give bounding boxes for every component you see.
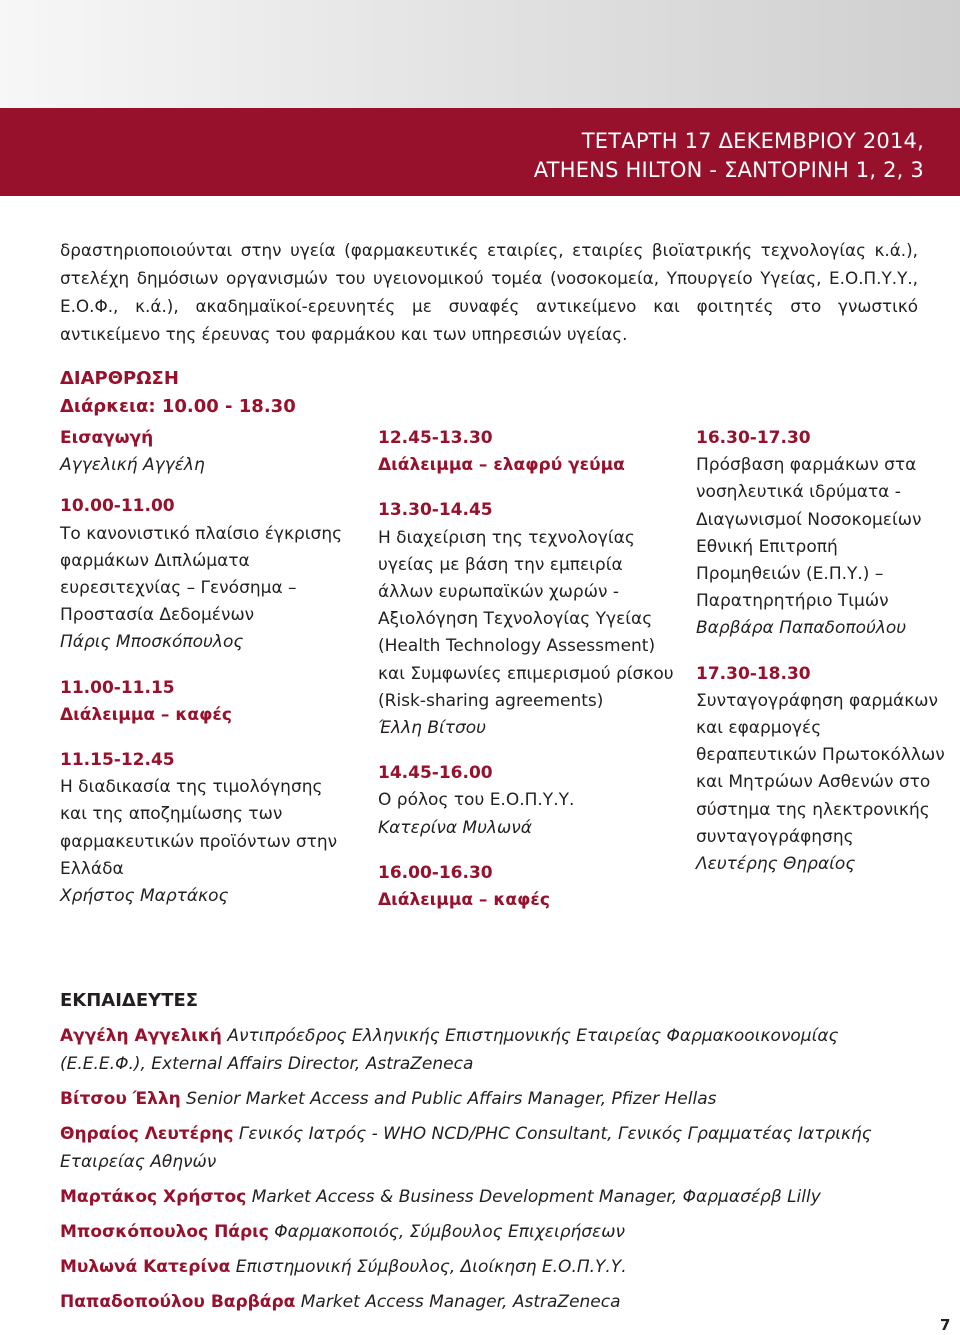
session-time: 16.00-16.30 bbox=[378, 862, 493, 883]
instructor-item bbox=[60, 1120, 920, 1176]
session-speaker: Βαρβάρα Παπαδοπούλου bbox=[696, 618, 907, 639]
session-prescription bbox=[696, 661, 946, 879]
session-intro bbox=[60, 425, 350, 479]
session-pricing bbox=[60, 747, 350, 910]
session-coffee-break-2 bbox=[378, 860, 678, 914]
session-title: Πρόσβαση φαρμάκων στα νοσηλευτικά ιδρύματα - Διαγωνισμοί Νοσοκομείων Εθνική Επιτροπή Προμηθειών (Ε.Π.Υ.) – Παρατηρητήριο Τιμών bbox=[696, 455, 922, 612]
session-regulatory bbox=[60, 493, 350, 656]
instructors-list bbox=[60, 1022, 920, 1323]
session-speaker: Χρήστος Μαρτάκος bbox=[60, 886, 229, 907]
instructor-name: Αγγέλη Αγγελική bbox=[60, 1026, 222, 1046]
instructor-item bbox=[60, 1218, 920, 1246]
session-title: Διάλειμμα – ελαφρύ γεύμα bbox=[378, 455, 625, 476]
schedule-column-2 bbox=[378, 425, 678, 932]
session-title: Διάλειμμα – καφές bbox=[60, 704, 232, 725]
instructor-item bbox=[60, 1085, 920, 1113]
session-speaker: Έλλη Βίτσου bbox=[378, 718, 486, 739]
session-eopyy bbox=[378, 760, 678, 842]
session-lunch-break bbox=[378, 425, 678, 479]
session-title: Ο ρόλος του Ε.Ο.Π.Υ.Υ. bbox=[378, 790, 575, 811]
session-coffee-break-1 bbox=[60, 675, 350, 729]
instructor-role: Αντιπρόεδρος Ελληνικής Επιστημονικής Εταιρείας Φαρμακοοικονομίας (Ε.Ε.Ε.Φ.), External Affairs Director, AstraZeneca bbox=[60, 1026, 839, 1074]
instructor-item bbox=[60, 1183, 920, 1211]
instructors-title: ΕΚΠΑΙΔΕΥΤΕΣ bbox=[60, 990, 199, 1011]
session-time: 17.30-18.30 bbox=[696, 663, 811, 684]
session-title: Η διαδικασία της τιμολόγησης και της αποζημίωσης των φαρμακευτικών προϊόντων στην Ελλάδα bbox=[60, 777, 338, 879]
instructor-role: Market Access Manager, AstraZeneca bbox=[300, 1292, 621, 1312]
session-speaker: Κατερίνα Μυλωνά bbox=[378, 817, 532, 838]
event-banner bbox=[0, 108, 960, 196]
session-time: 13.30-14.45 bbox=[378, 500, 493, 521]
instructor-name: Μαρτάκος Χρήστος bbox=[60, 1187, 247, 1207]
session-time: 11.00-11.15 bbox=[60, 677, 175, 698]
instructor-role: Market Access & Business Development Manager, Φαρμασέρβ Lilly bbox=[251, 1187, 821, 1207]
schedule-column-3 bbox=[696, 425, 946, 896]
event-date: ΤΕΤΑΡΤΗ 17 ΔΕΚΕΜΒΡΙΟΥ 2014, bbox=[581, 129, 924, 153]
instructor-item bbox=[60, 1022, 920, 1078]
session-time: 10.00-11.00 bbox=[60, 496, 175, 517]
event-venue: ATHENS HILTON - ΣΑΝΤΟΡΙΝΗ 1, 2, 3 bbox=[533, 158, 924, 182]
intro-paragraph: δραστηριοποιούνται στην υγεία (φαρμακευτικές εταιρίες, εταιρίες βιοϊατρικής τεχνολογίας κ.ά.), στελέχη δημόσιων οργανισμών του υγειονομικού τομέα (νοσοκομεία, Υπουργείο Υγείας, Ε.Ο.Π.Υ.Υ., Ε.Ο.Φ., κ.ά.), ακαδημαϊκοί-ερευνητές με συναφές αντικείμενο και φοιτητές στο γνωστικό αντικείμενο της έρευνας του φαρμάκου και των υπηρεσιών υγείας. bbox=[60, 240, 918, 344]
session-speaker: Πάρις Μποσκόπουλος bbox=[60, 632, 244, 653]
schedule-column-1 bbox=[60, 425, 350, 928]
instructor-item bbox=[60, 1288, 920, 1316]
session-hospital-access bbox=[696, 425, 946, 643]
session-time: 11.15-12.45 bbox=[60, 750, 175, 771]
session-title: Το κανονιστικό πλαίσιο έγκρισης φαρμάκων Διπλώματα ευρεσιτεχνίας – Γενόσημα – Προστασία Δεδομένων bbox=[60, 523, 343, 626]
instructor-name: Μυλωνά Κατερίνα bbox=[60, 1257, 231, 1277]
session-time: 14.45-16.00 bbox=[378, 763, 493, 784]
instructor-name: Βίτσου Έλλη bbox=[60, 1089, 181, 1109]
session-speaker: Λευτέρης Θηραίος bbox=[696, 854, 856, 875]
instructor-name: Θηραίος Λευτέρης bbox=[60, 1124, 234, 1144]
page-number: 7 bbox=[940, 1316, 951, 1334]
session-title: Η διαχείριση της τεχνολογίας υγείας με βάση την εμπειρία άλλων ευρωπαϊκών χωρών - Αξιολόγηση Τεχνολογίας Υγείας (Health Technology Assessment) και Συμφωνίες επιμερισμού ρίσκου (Risk-sharing agreements) bbox=[378, 527, 674, 711]
instructor-role: Φαρμακοποιός, Σύμβουλος Επιχειρήσεων bbox=[274, 1222, 625, 1242]
structure-duration: Διάρκεια: 10.00 - 18.30 bbox=[60, 396, 296, 417]
instructor-role: Επιστημονική Σύμβουλος, Διοίκηση Ε.Ο.Π.Υ.Υ. bbox=[235, 1257, 627, 1277]
session-time: 16.30-17.30 bbox=[696, 428, 811, 448]
instructor-item bbox=[60, 1253, 920, 1281]
instructor-name: Παπαδοπούλου Βαρβάρα bbox=[60, 1292, 296, 1312]
intro-text bbox=[60, 236, 918, 348]
instructor-name: Μποσκόπουλος Πάρις bbox=[60, 1222, 269, 1242]
session-time: 12.45-13.30 bbox=[378, 428, 493, 448]
instructor-role: Γενικός Ιατρός - WHO NCD/PHC Consultant, Γενικός Γραμματέας Ιατρικής Εταιρείας Αθηνών bbox=[60, 1124, 872, 1172]
structure-title: ΔΙΑΡΘΡΩΣΗ bbox=[60, 368, 179, 389]
session-title: Διάλειμμα – καφές bbox=[378, 890, 550, 911]
session-title: Εισαγωγή bbox=[60, 428, 154, 448]
session-hta bbox=[378, 497, 678, 742]
session-title: Συνταγογράφηση φαρμάκων και εφαρμογές θεραπευτικών Πρωτοκόλλων και Μητρώων Ασθενών στο σύστημα της ηλεκτρονικής συνταγογράφησης bbox=[696, 690, 945, 847]
instructor-role: Senior Market Access and Public Affairs Manager, Pfizer Hellas bbox=[186, 1089, 717, 1109]
top-gradient-band bbox=[0, 0, 960, 108]
session-speaker: Αγγελική Αγγέλη bbox=[60, 455, 205, 476]
